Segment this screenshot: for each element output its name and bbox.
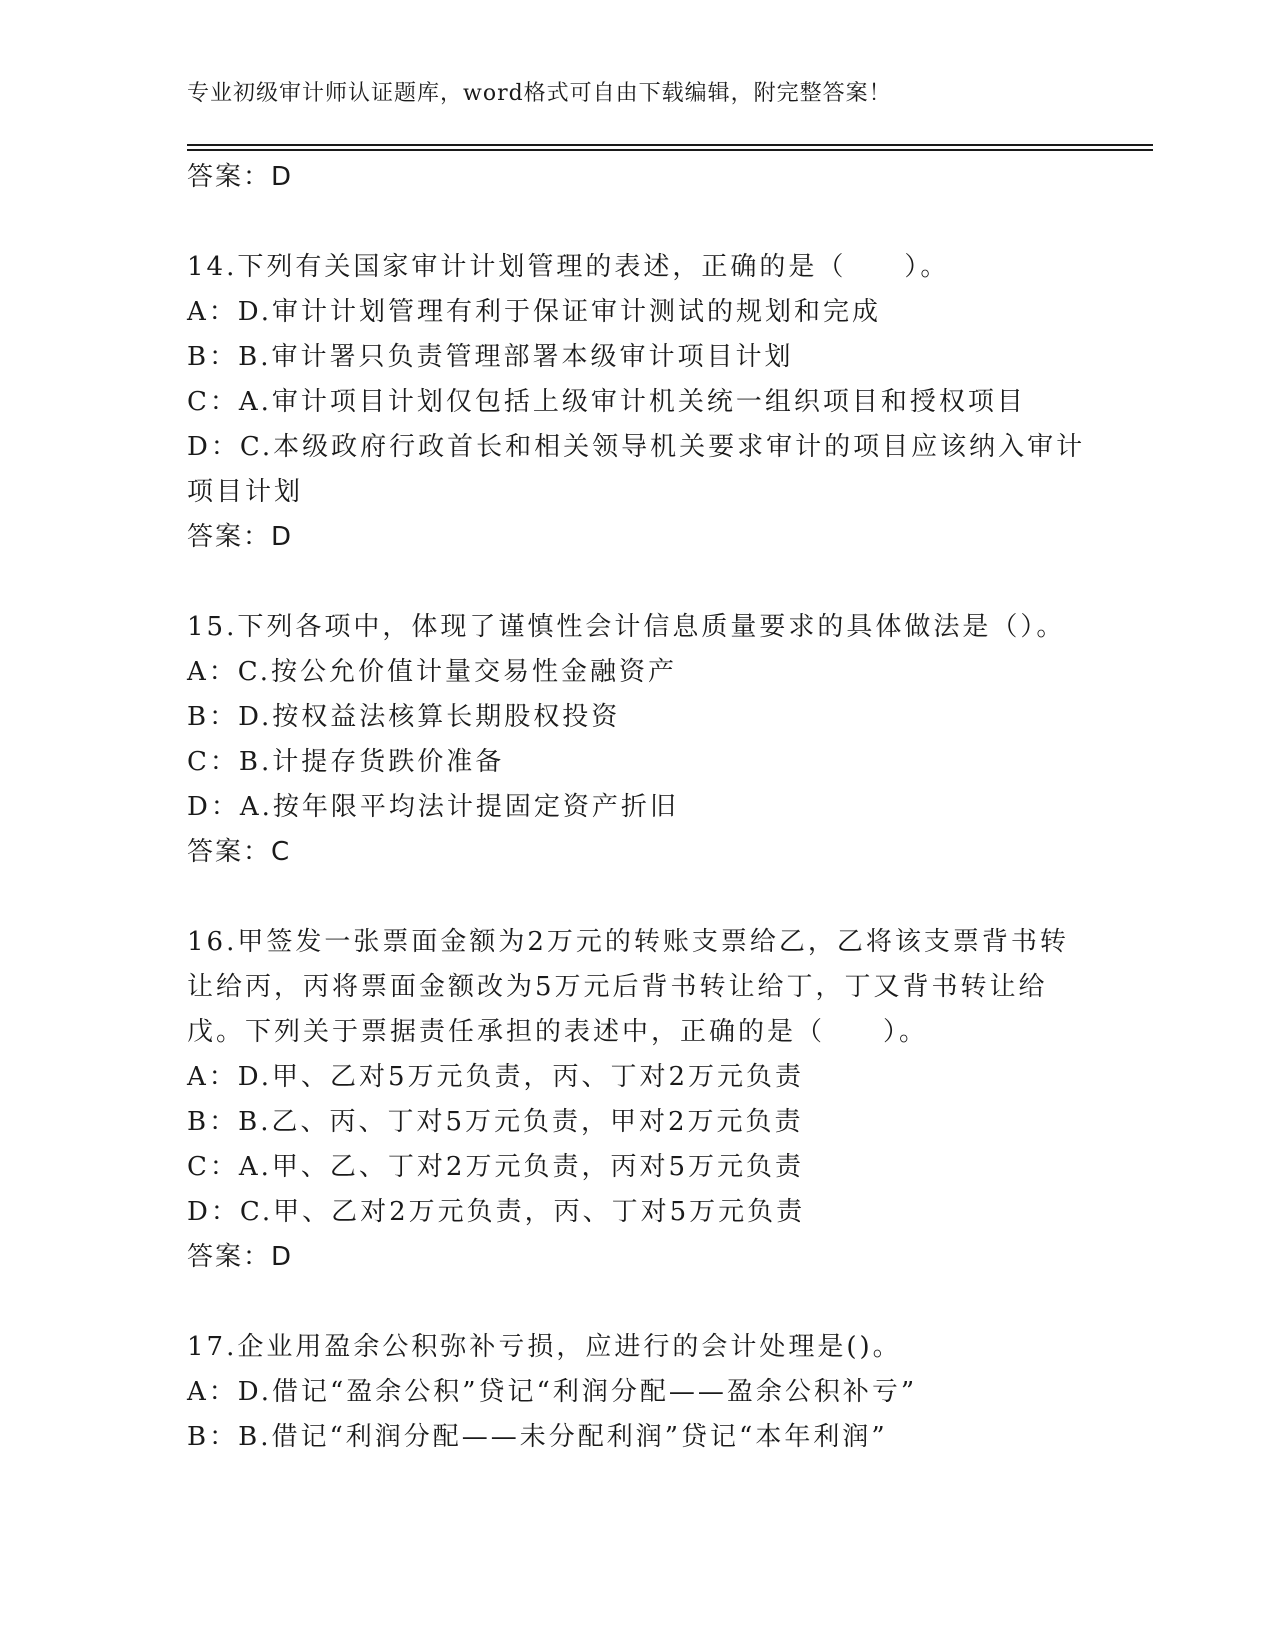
answer-option: A：D.审计计划管理有利于保证审计测试的规划和完成 (187, 297, 881, 327)
answer-option: D：C.本级政府行政首长和相关领导机关要求审计的项目应该纳入审计 (187, 432, 1086, 462)
answer-option: D：C.甲、乙对2万元负责，丙、丁对5万元负责 (187, 1197, 806, 1227)
answer-option: A：D.甲、乙对5万元负责，丙、丁对2万元负责 (187, 1062, 805, 1092)
question-block (187, 245, 1153, 560)
answer-option: C：A.审计项目计划仅包括上级审计机关统一组织项目和授权项目 (187, 387, 1026, 417)
answer-option: C：A.甲、乙、丁对2万元负责，丙对5万元负责 (187, 1152, 805, 1182)
question-gap (187, 200, 1153, 245)
question-stem: 17.企业用盈余公积弥补亏损，应进行的会计处理是()。 (187, 1332, 902, 1362)
answer-option: B：B.审计署只负责管理部署本级审计项目计划 (187, 342, 794, 372)
answer-option: B：B.乙、丙、丁对5万元负责，甲对2万元负责 (187, 1107, 804, 1137)
question-block (187, 605, 1153, 875)
question-block (187, 920, 1153, 1280)
answer-option: A：C.按公允价值计量交易性金融资产 (187, 657, 678, 687)
answer-option: B：D.按权益法核算长期股权投资 (187, 702, 621, 732)
header-rule-thick (187, 144, 1153, 146)
previous-answer: 答案：D (187, 162, 294, 192)
page-header: 专业初级审计师认证题库，word格式可自由下载编辑，附完整答案！ (187, 81, 892, 106)
question-block (187, 1325, 1153, 1460)
answer-option: B：B.借记“利润分配——未分配利润”贷记“本年利润” (187, 1422, 888, 1452)
question-stem: 15.下列各项中，体现了谨慎性会计信息质量要求的具体做法是（）。 (187, 612, 1066, 642)
question-stem: 戊。下列关于票据责任承担的表述中，正确的是（ ）。 (187, 1017, 929, 1047)
answer-option: C：B.计提存货跌价准备 (187, 747, 505, 777)
question-answer: 答案：D (187, 522, 294, 552)
question-answer: 答案：C (187, 837, 292, 867)
question-gap (187, 560, 1153, 605)
answer-option: A：D.借记“盈余公积”贷记“利润分配——盈余公积补亏” (187, 1377, 918, 1407)
header-rule-thin (187, 149, 1153, 151)
question-answer: 答案：D (187, 1242, 294, 1272)
answer-option: D：A.按年限平均法计提固定资产折旧 (187, 792, 679, 822)
question-content (187, 155, 1153, 1460)
question-stem: 让给丙，丙将票面金额改为5万元后背书转让给丁，丁又背书转让给 (187, 972, 1048, 1002)
question-stem: 16.甲签发一张票面金额为2万元的转账支票给乙，乙将该支票背书转 (187, 927, 1069, 957)
question-gap (187, 1280, 1153, 1325)
answer-option: 项目计划 (187, 477, 304, 507)
question-stem: 14.下列有关国家审计计划管理的表述，正确的是（ ）。 (187, 252, 950, 282)
question-list (187, 200, 1153, 1460)
question-gap (187, 875, 1153, 920)
